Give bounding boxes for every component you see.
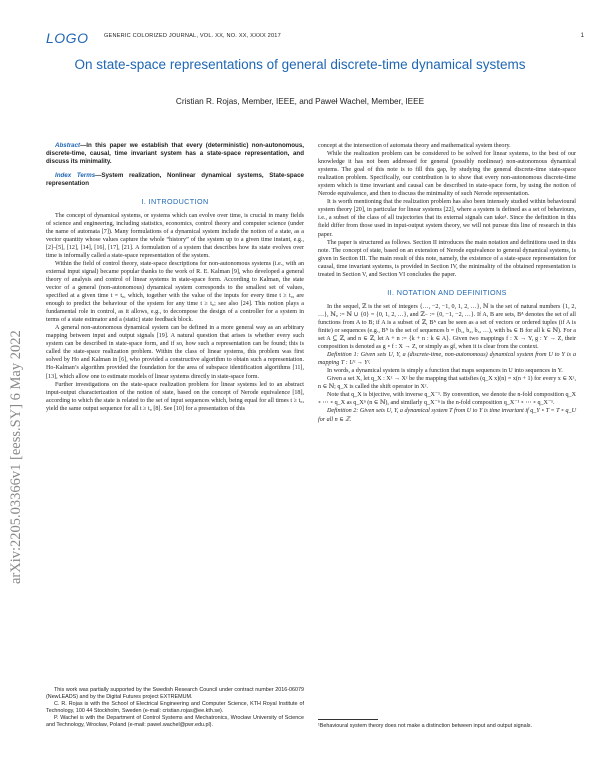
index-terms-text: —System realization, Nonlinear dynamical systems, State-space representation (46, 171, 304, 187)
notation-paragraph: In words, a dynamical system is simply a function that maps sequences in U into sequences in Y. (327, 368, 563, 375)
intro-paragraph: A general non-autonomous dynamical system can be defined in a more general way as an arbitrary mapping between input and output signals [19]. A natural question that arises is whether every such system can be described in state-space form, and if so, how such a representation can be found; this is called the state-space realization problem. Within the class of linear systems, this problem was first solved by Ho and Kalman in [6], who provided a constructive algorithm to obtain such a representation. Ho-Kalman’s algorithm provided the foundation for the area of subspace identification algorithms [11], [13], which allow one to estimate models of linear systems directly in state-space form. (46, 325, 304, 380)
running-header (46, 30, 584, 44)
paper-title: On state-space representations of general discrete-time dynamical systems (74, 57, 526, 72)
notation-paragraph: In the sequel, ℤ is the set of integers {…, −2, −1, 0, 1, 2, …}, ℕ is the set of natural numbers {1, 2, …}, ℕ₀ := ℕ ∪ {0} = {0, 1, 2, …}, and ℤ₋ := {0, −1, −2, …}. If A, B are sets, Bᴬ denotes the set of all functions from A to B; if A is a subset of ℤ, Bᴬ can be seen as a set of vectors or ordered tuples (if A is finite) or sequences (e.g., Bᴺ is the set of sequences b = (b₁, b₂, b₃, …), with bₖ ∈ B for all k ∈ ℕ). For a set A ⊆ ℤ, and n ∈ ℤ, let A + n := {k + n : k ∈ A}. Given two mappings f : X → Y, g : Y → Z, their composition is denoted as g ∘ f : X → Z, or simply as gf, when it is clear from the context. (318, 303, 576, 351)
affiliation-note: P. Wachel is with the Department of Control Systems and Mechatronics, Wrocław University of Science and Technology, Wrocław, Poland (e-mail: pawel.wachel@pwr.edu.pl). (46, 714, 304, 728)
index-terms-lead: Index Terms (55, 171, 96, 179)
intro-paragraph: Within the field of control theory, state-space descriptions for non-autonomous systems (i.e., with an external input signal) became popular thanks to the work of R. E. Kalman [9], who developed a general theory of analysis and control of linear systems in state-space form. According to Kalman, the state vector of a general (non-autonomous) dynamical system corresponds to the smallest set of values, specified at a given time t = t₀, which, together with the value of the inputs for every time t ≥ t₀, are enough to predict the behaviour of the system for any time t ≥ t₀; see also [24]. This notion plays a fundamental role in control, as it allows, e.g., to decompose the design of a controller for a system in terms of a state estimator and a (static) state feedback block. (46, 260, 304, 324)
definition-2: Definition 2: Given sets U, Y, a dynamical system T from U to Y is time invariant if q_Y ∘ T = T ∘ q_U for all n ∈ ℤ. (318, 408, 576, 423)
notation-paragraph: Given a set X, let q_X : Xᶻ → Xᶻ be the mapping that satisfies (q_X x)(n) = x(n + 1) for every x ∈ Xᶻ, n ∈ ℕ; q_X is called the shift operator in Xᶻ. (318, 376, 576, 391)
journal-info: GENERIC COLORIZED JOURNAL, VOL. XX, NO. XX, XXXX 2017 (104, 33, 281, 39)
intro-continuation: concept at the intersection of automata theory and mathematical system theory. (318, 143, 511, 149)
section-1-heading: I. INTRODUCTION (141, 196, 209, 206)
page-number: 1 (580, 33, 584, 39)
notation-body (318, 303, 576, 424)
footnote-rule (318, 719, 378, 720)
author-line: Cristian R. Rojas, Member, IEEE, and Paweł Wachel, Member, IEEE (175, 97, 425, 106)
left-footnotes (46, 687, 304, 728)
intro-paragraph: The paper is structured as follows. Section II introduces the main notation and definitions used in this note. The concept of state, based on an extension of Nerode equivalence to general dynamical systems, is given in Section III. The main result of this note, namely, the existence of a state-space representation for causal, time invariant systems, is provided in Section IV, the minimality of the obtained representation is treated in Section V, and Section VI concludes the paper. (318, 239, 576, 278)
right-footnote: ¹Behavioural system theory does not make a distinction between input and output signals. (318, 723, 532, 729)
right-column (318, 142, 576, 424)
abstract-lead: Abstract (55, 142, 81, 149)
index-terms (46, 172, 304, 188)
journal-logo: LOGO (46, 30, 89, 46)
affiliation-note: C. R. Rojas is with the School of Electrical Engineering and Computer Science, KTH Royal Institute of Technology, 100 44 Stockholm, Sweden (e-mail: cristian.rojas@ee.kth.se). (46, 700, 304, 714)
intro-paragraph: While the realization problem can be considered to be solved for linear systems, to the best of our knowledge it has not been addressed for general (possibly nonlinear) non-autonomous dynamical systems. The goal of this note is to fill this gap, by studying the general discrete-time state-space realization problem. Specifically, our contribution is to show that every non-autonomous discrete-time system which is time invariant and causal can be described in state-space form, by using the notion of Nerode equivalence, and then to discuss the minimality of such Nerode representation. (318, 151, 576, 198)
intro-paragraph: It is worth mentioning that the realization problem has also been intensely studied within behavioural system theory [20], in particular for linear systems [22], where a system is defined as a set of behaviours, i.e., a subset of the class of all trajectories that its external signals can take¹. Since the definition in this field differ from those used in input-output system theory, we will not pursue this line of research in this paper. (318, 199, 576, 238)
abstract (46, 142, 304, 166)
definition-1: Definition 1: Given sets U, Y, a (discrete-time, non-autonomous) dynamical system from U to Y is a mapping T : Uᶻ → Yᶻ. (318, 352, 576, 367)
notation-paragraph: Note that q_X is bijective, with inverse q_X⁻¹. By convention, we denote the n-fold composition q_X ∘ ⋯ ∘ q_X as q_Xⁿ (n ∈ ℕ), and similarly q_X⁻ⁿ is the n-fold composition q_X⁻¹ ∘ ⋯ ∘ q_X⁻¹. (318, 392, 576, 407)
funding-note: This work was partially supported by the Swedish Research Council under contract number 2016-06079 (NewLEADS) and by the Digital Futures project EXTREMUM. (46, 687, 304, 700)
left-column (46, 142, 304, 413)
arxiv-stamp: arXiv:2205.03366v1 [eess.SY] 6 May 2022 (8, 330, 24, 584)
section-2-heading: II. NOTATION AND DEFINITIONS (387, 287, 507, 297)
intro-paragraph: Further investigations on the state-space realization problem for linear systems led to an abstract input-output characterization of the notion of state, based on the concept of Nerode equivalence [18], according to which the state is related to the set of input sequences which, being equal for all times t ≥ t₀, yield the same output sequence for all t ≥ t₀ [8]. See [10] for a presentation of this (46, 381, 304, 412)
intro-paragraph: The concept of dynamical systems, or systems which can evolve over time, is crucial in many fields of science and engineering, including statistics, economics, control theory and computer science (under the name of automata [7]). Many formulations of a dynamical system include the notion of a state, as a vector quantity whose values capture the whole “history” of the system up to a given time instant, e.g., [2]–[5], [12], [14], [16], [17], [21]. A formulation of a system that describes how its state evolves over time is informally called a state-space representation of the system. (46, 212, 304, 259)
abstract-text: —In this paper we establish that every (deterministic) non-autonomous, discrete-time, causal, time invariant system has a state-space representation, and discuss its minimality. (46, 142, 304, 165)
